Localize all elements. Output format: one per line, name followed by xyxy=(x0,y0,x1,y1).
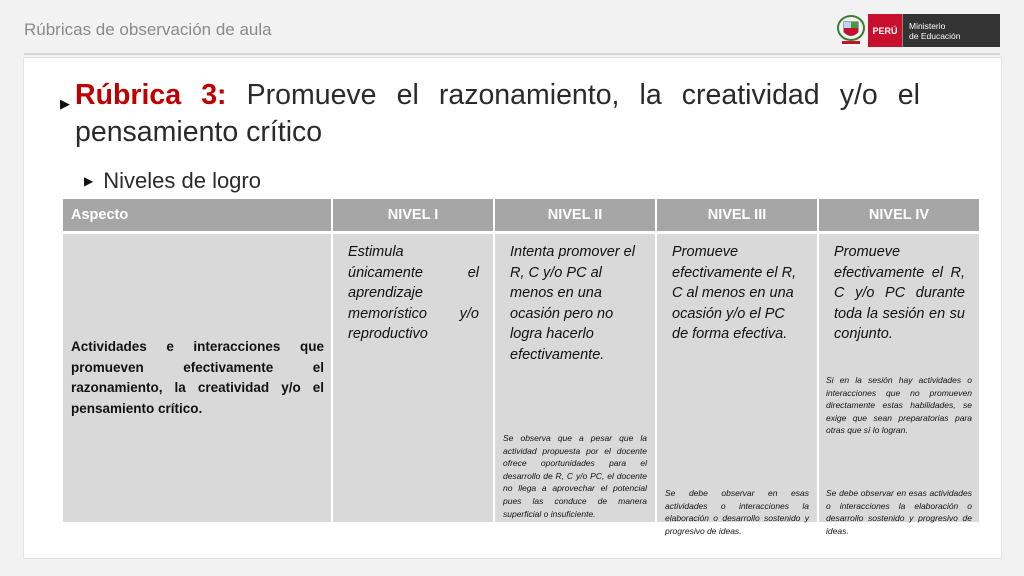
nivel-1-cell xyxy=(333,234,493,522)
nivel-1-description: Estimula únicamente el aprendizaje memorístico y/o reproductivo xyxy=(348,244,479,342)
nivel-4-note: Si en la sesión hay actividades o interacciones que no promueven directamente estas habilidades, se exige que sean preparatorias para otras que sí lo logran. xyxy=(826,375,972,436)
rubric-label: Rúbrica 3: xyxy=(75,79,227,111)
logo-ministry-line1: Ministerio xyxy=(909,20,946,31)
nivel-3-note: Se debe observar en esas actividades o interacciones la elaboración o desarrollo sostenido y progresivo de ideas. xyxy=(665,488,809,536)
triangle-bullet-icon: ▶ xyxy=(84,174,94,188)
nivel-4-note-2: Se debe observar en esas actividades o interacciones la elaboración o desarrollo sostenido y progresivo de ideas. xyxy=(826,488,972,536)
column-header-aspect: Aspecto xyxy=(63,199,331,234)
coat-of-arms-icon xyxy=(836,14,866,47)
nivel-3-description: Promueve efectivamente el R, C al menos en una ocasión y/o el PC de forma efectiva. xyxy=(672,244,797,342)
triangle-bullet-icon: ▶ xyxy=(60,96,70,111)
nivel-3-cell xyxy=(657,234,817,536)
rubric-title-line2: pensamiento crítico xyxy=(75,116,323,148)
logo-ministry xyxy=(902,14,1000,47)
ministry-logo xyxy=(836,14,1000,47)
nivel-4-description: Promueve efectivamente el R, C y/o PC durante toda la sesión en su conjunto. xyxy=(834,244,965,342)
logo-country: PERÚ xyxy=(868,14,902,47)
header-title: Rúbricas de observación de aula xyxy=(24,20,272,39)
rubric-table xyxy=(61,199,981,536)
subtitle-text: Niveles de logro xyxy=(103,168,261,193)
nivel-2-description: Intenta promover el R, C y/o PC al menos en una ocasión pero no logra hacerlo efectivamente. xyxy=(510,244,635,363)
section-subtitle xyxy=(84,168,261,194)
nivel-4-cell xyxy=(819,234,979,536)
rubric-title-line1: Promueve el razonamiento, la creatividad y/o el xyxy=(246,79,920,111)
column-header-nivel-2: NIVEL II xyxy=(495,199,655,234)
column-header-nivel-4: NIVEL IV xyxy=(819,199,979,234)
aspect-cell: Actividades e interacciones que promueven efectivamente el razonamiento, la creatividad y/o el pensamiento crítico. xyxy=(63,234,331,522)
page-title xyxy=(60,77,920,151)
logo-ministry-line2: de Educación xyxy=(909,30,961,41)
nivel-2-cell xyxy=(495,234,655,522)
header-divider xyxy=(24,53,1000,55)
column-header-nivel-1: NIVEL I xyxy=(333,199,493,234)
nivel-2-note: Se observa que a pesar que la actividad propuesta por el docente ofrece oportunidades para el desarrollo de R, C y/o PC, el docente no llega a aprovechar el potencial pues las conduce de manera superficial o insuficiente. xyxy=(503,433,647,519)
table-row xyxy=(63,234,979,522)
table-header-row xyxy=(63,199,979,234)
column-header-nivel-3: NIVEL III xyxy=(657,199,817,234)
